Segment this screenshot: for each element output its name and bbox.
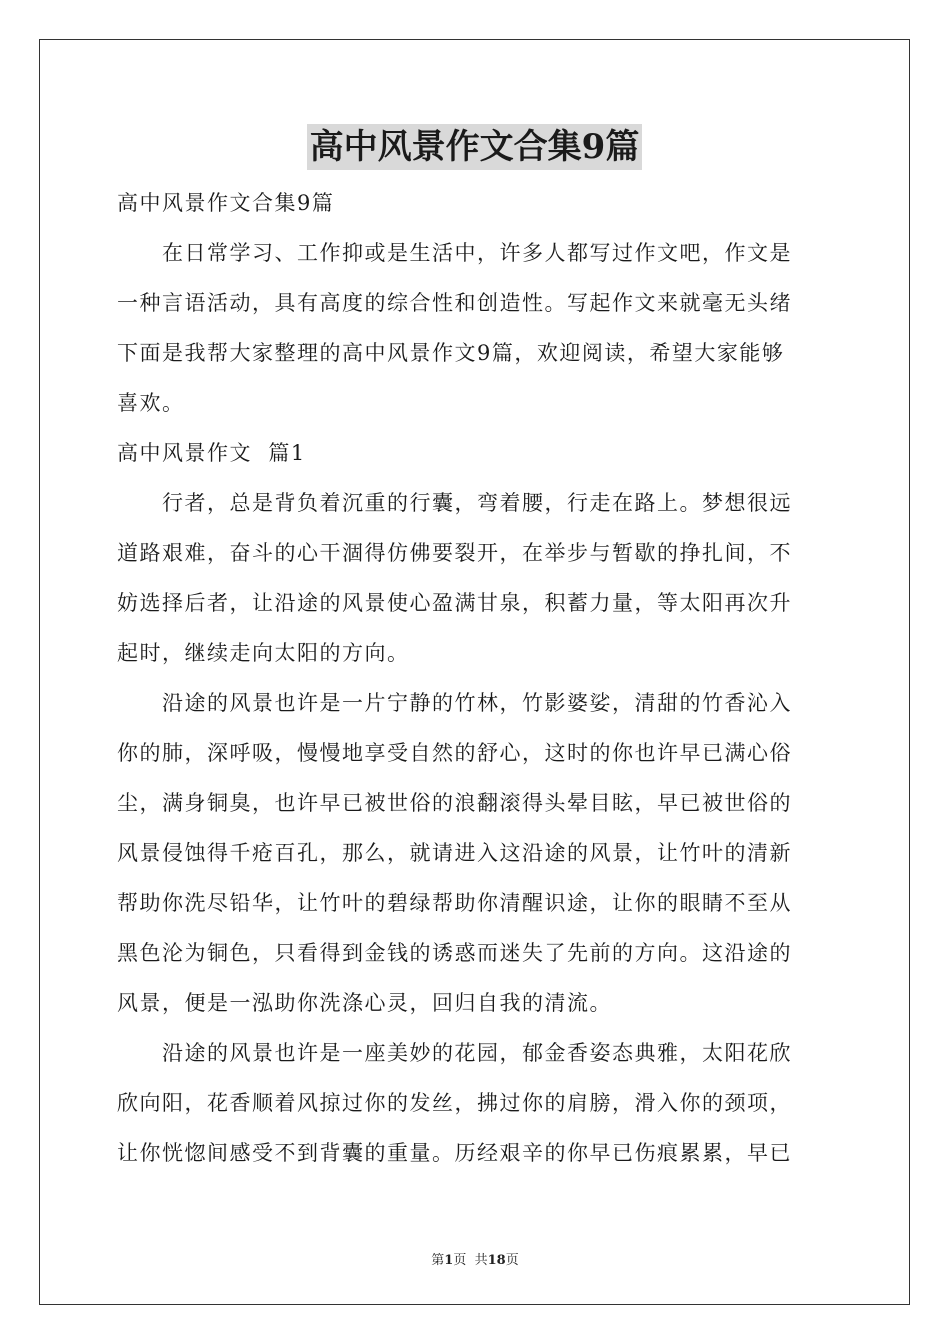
section-heading: 高中风景作文 篇1 — [117, 441, 306, 465]
intro-line: 下面是我帮大家整理的高中风景作文9篇，欢迎阅读，希望大家能够 — [117, 341, 785, 365]
paragraph-1 — [117, 478, 832, 678]
paragraph-line: 沿途的风景也许是一座美妙的花园，郁金香姿态典雅，太阳花欣 — [162, 1041, 792, 1065]
title-wrap — [117, 124, 832, 172]
paragraph-line: 沿途的风景也许是一片宁静的竹林，竹影婆娑，清甜的竹香沁入 — [162, 691, 792, 715]
intro-line: 在日常学习、工作抑或是生活中，许多人都写过作文吧，作文是 — [162, 241, 792, 265]
paragraph-line: 尘，满身铜臭，也许早已被世俗的浪翻滚得头晕目眩，早已被世俗的 — [117, 791, 792, 815]
paragraph-line: 风景，便是一泓助你洗涤心灵，回归自我的清流。 — [117, 991, 612, 1015]
paragraph-line: 行者，总是背负着沉重的行囊，弯着腰，行走在路上。梦想很远 — [162, 491, 792, 515]
paragraph-line: 黑色沦为铜色，只看得到金钱的诱惑而迷失了先前的方向。这沿途的 — [117, 941, 792, 965]
footer-page-number: 1 — [444, 1253, 454, 1268]
intro-paragraph — [117, 228, 832, 428]
paragraph-2 — [117, 678, 832, 1028]
footer-mid: 页 共 — [453, 1253, 488, 1268]
intro-line: 喜欢。 — [117, 391, 185, 415]
paragraph-line: 你的肺，深呼吸，慢慢地享受自然的舒心，这时的你也许早已满心俗 — [117, 741, 792, 765]
footer-total-pages: 18 — [487, 1253, 506, 1268]
paragraph-line: 妨选择后者，让沿途的风景使心盈满甘泉，积蓄力量，等太阳再次升 — [117, 591, 792, 615]
footer-prefix: 第 — [431, 1253, 445, 1268]
page-footer — [0, 1249, 950, 1268]
footer-suffix: 页 — [505, 1253, 519, 1268]
paragraph-line: 帮助你洗尽铅华，让竹叶的碧绿帮助你清醒识途，让你的眼睛不至从 — [117, 891, 792, 915]
paragraph-line: 风景侵蚀得千疮百孔，那么，就请进入这沿途的风景，让竹叶的清新 — [117, 841, 792, 865]
paragraph-line: 起时，继续走向太阳的方向。 — [117, 641, 410, 665]
paragraph-3 — [117, 1028, 832, 1178]
paragraph-line: 让你恍惚间感受不到背囊的重量。历经艰辛的你早已伤痕累累，早已 — [117, 1141, 792, 1165]
document-body — [117, 124, 832, 1178]
intro-line: 一种言语活动，具有高度的综合性和创造性。写起作文来就毫无头绪 — [117, 291, 792, 315]
paragraph-line: 道路艰难，奋斗的心干涸得仿佛要裂开，在举步与暂歇的挣扎间，不 — [117, 541, 792, 565]
document-subtitle: 高中风景作文合集9篇 — [117, 191, 335, 215]
paragraph-line: 欣向阳，花香顺着风掠过你的发丝，拂过你的肩膀，滑入你的颈项， — [117, 1091, 792, 1115]
document-title: 高中风景作文合集9篇 — [307, 124, 643, 170]
